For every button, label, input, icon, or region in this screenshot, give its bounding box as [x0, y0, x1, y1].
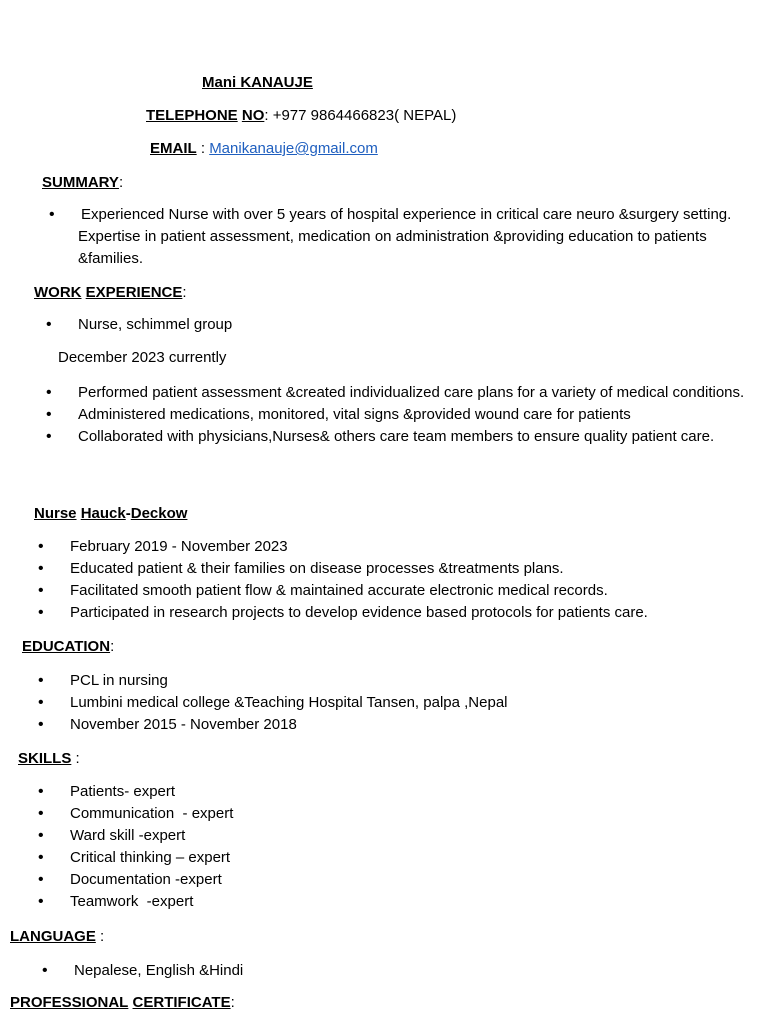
summary-heading-colon: : — [118, 174, 124, 191]
skill-item: • Ward skill -expert — [38, 825, 233, 847]
job1-duty: • Performed patient assessment &created individualized care plans for a variety of medical conditions. — [46, 382, 760, 404]
job2-heading-c: Deckow — [130, 505, 188, 522]
skill-item: • Critical thinking – expert — [38, 847, 233, 869]
education-heading-colon: : — [110, 638, 115, 655]
job1-duties-list — [46, 382, 760, 448]
education-item: • Lumbini medical college &Teaching Hospital Tansen, palpa ,Nepal — [38, 692, 508, 714]
skill-item: • Patients- expert — [38, 781, 233, 803]
work-heading-b: EXPERIENCE — [85, 284, 183, 301]
summary-list — [46, 204, 760, 270]
skills-heading — [18, 750, 80, 767]
job2-duty: • Facilitated smooth patient flow & maintained accurate electronic medical records. — [38, 580, 648, 602]
job1-duty: • Administered medications, monitored, vital signs &provided wound care for patients — [46, 404, 760, 426]
skills-heading-label: SKILLS — [18, 750, 72, 767]
language-heading-label: LANGUAGE — [10, 928, 96, 945]
job2-heading-dash: - — [125, 505, 131, 522]
certificate-heading-a: PROFESSIONAL — [10, 994, 129, 1011]
certificate-heading-colon: : — [230, 994, 235, 1011]
work-heading-a: WORK — [34, 284, 82, 301]
summary-item: • Experienced Nurse with over 5 years of hospital experience in critical care neuro &surgery setting. Expertise in patient assessment, medication on administration &providing education to patients &families. — [46, 204, 760, 270]
language-list — [42, 960, 243, 982]
education-item: • November 2015 - November 2018 — [38, 714, 508, 736]
education-list — [38, 670, 508, 736]
email-link[interactable]: Manikanauje@gmail.com — [209, 140, 378, 157]
skill-item: • Documentation -expert — [38, 869, 233, 891]
education-heading-label: EDUCATION — [22, 638, 111, 655]
language-item: • Nepalese, English &Hindi — [42, 960, 243, 982]
summary-heading-label: SUMMARY — [42, 174, 119, 191]
candidate-name: Mani KANAUJE — [202, 74, 313, 91]
education-heading — [22, 638, 114, 655]
work-heading-colon: : — [182, 284, 187, 301]
job1-duty: • Collaborated with physicians,Nurses& others care team members to ensure quality patient care. — [46, 426, 760, 448]
certificate-heading-b: CERTIFICATE — [132, 994, 231, 1011]
certificate-heading — [10, 994, 235, 1011]
language-heading-colon: : — [95, 928, 105, 945]
telephone-line — [146, 107, 456, 124]
skills-list — [38, 781, 233, 913]
job2-duties-list — [38, 536, 648, 624]
email-label: EMAIL — [150, 140, 197, 157]
skill-item: • Communication - expert — [38, 803, 233, 825]
job2-heading — [34, 505, 187, 522]
work-experience-heading — [34, 284, 187, 301]
telephone-separator: : — [264, 107, 273, 124]
skill-item: • Teamwork -expert — [38, 891, 233, 913]
email-line — [150, 140, 378, 157]
skills-heading-colon: : — [71, 750, 80, 767]
telephone-value: +977 9864466823( NEPAL) — [272, 107, 457, 124]
job2-heading-b: Hauck — [80, 505, 126, 522]
job2-duty: • February 2019 - November 2023 — [38, 536, 648, 558]
job1-title-list — [46, 314, 232, 336]
job2-duty: • Educated patient & their families on disease processes &treatments plans. — [38, 558, 648, 580]
telephone-label: TELEPHONE — [146, 107, 238, 124]
job1-dates: December 2023 currently — [58, 349, 227, 366]
job2-heading-a: Nurse — [34, 505, 77, 522]
job1-title: • Nurse, schimmel group — [46, 314, 232, 336]
education-item: • PCL in nursing — [38, 670, 508, 692]
summary-heading — [42, 174, 123, 191]
job2-duty: • Participated in research projects to develop evidence based protocols for patients care. — [38, 602, 648, 624]
email-separator: : — [196, 140, 210, 157]
telephone-label-no: NO — [241, 107, 265, 124]
language-heading — [10, 928, 104, 945]
